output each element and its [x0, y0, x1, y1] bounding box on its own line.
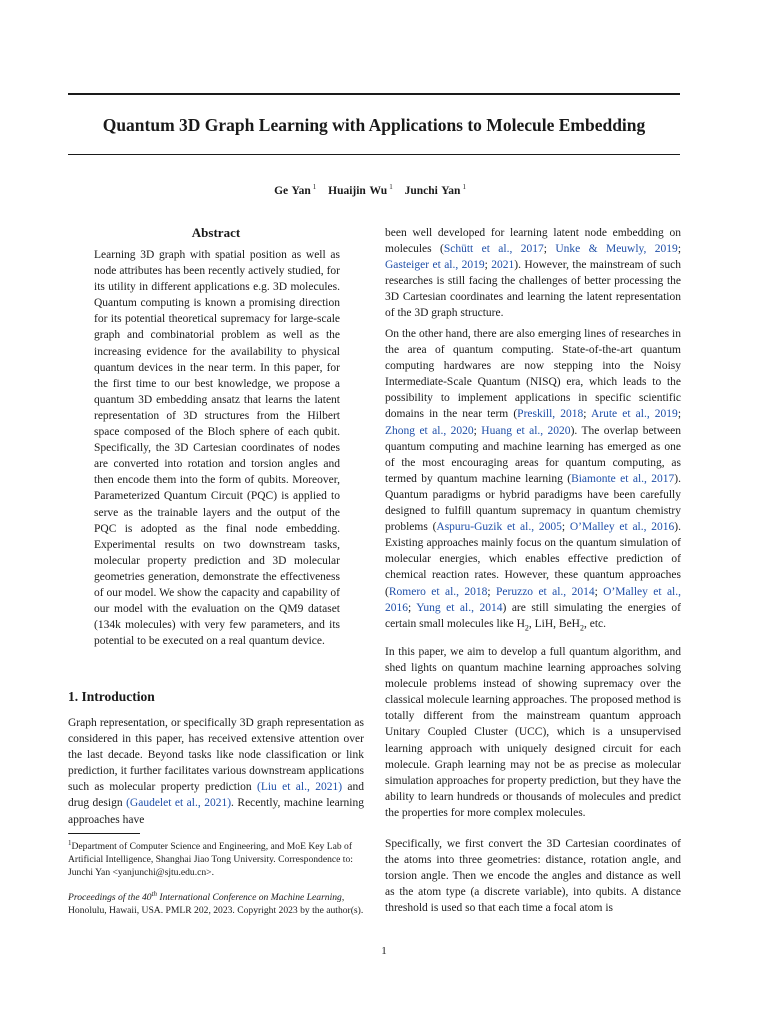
paper-title: Quantum 3D Graph Learning with Applications to Molecule Embedding	[102, 115, 646, 135]
text-run: ;	[583, 408, 591, 421]
text-run: ;	[408, 601, 417, 614]
text-run: ;	[484, 259, 492, 272]
text-run: ;	[677, 243, 682, 256]
author-affiliation-mark: 1	[389, 183, 393, 191]
subscript: 2	[579, 622, 584, 632]
footnote-affiliation	[68, 837, 364, 880]
text-run: ). The overlap between quantum computing and machine learning has emerged as one of the most encouraging areas for quantum computing, as termed by quantum machine learning (	[385, 424, 682, 485]
right-paragraph-3: In this paper, we aim to develop a full quantum algorithm, and shed lights on quantum machine learning approaches solving molecule problems instead of showing supremacy over the classical molecule learning approaches. The proposed method is totally different from the mainstream quantum approach Unitary Coupled Cluster (UCC), which is a unsupervised learning approach with uniquely designed circuit for each molecule. Graph learning may not be as precise as molecular simulation approaches for property prediction, but they have the ability to learn hundreds or thousands of molecules and predict the properties for more complex molecules.	[385, 646, 681, 819]
title-bottom-rule	[68, 154, 680, 155]
citation-link[interactable]: Arute et al., 2019	[590, 408, 678, 421]
intro-paragraph	[68, 715, 364, 828]
citation-link[interactable]: Romero et al., 2018	[388, 585, 488, 598]
citation-link[interactable]: Biamonte et al., 2017	[571, 472, 675, 485]
text-run: On the other hand, there are also emerging lines of researches in the area of quantum computing. State-of-the-art quantum computing hardwares are now stepping into the Noisy Intermediate-Scale Quantum (NISQ) era, which leads to the possibility to implement applications in specific scientific domains in the near term (	[385, 328, 681, 421]
author-affiliation-mark: 1	[312, 183, 317, 191]
footnote-mark: 1	[68, 839, 72, 847]
proceedings-prefix: Proceedings of the	[68, 892, 142, 904]
author-name: Junchi Yan	[404, 184, 461, 197]
proceedings-conference: International Conference on Machine Learning	[157, 892, 342, 904]
author-name: Huaijin Wu	[328, 184, 388, 197]
subscript: 2	[524, 622, 529, 632]
text-run: ) are still simulating the energies of certain small molecules like H	[385, 601, 681, 630]
text-run: ;	[594, 585, 604, 598]
footnote-affiliation-text: Department of Computer Science and Engineering, and MoE Key Lab of Artificial Intelligence, Shanghai Jiao Tong University. Correspondence to: Junchi Yan <yanjunchi@sjtu.edu.cn>.	[68, 841, 353, 878]
citation-link[interactable]: Huang et al., 2020	[481, 424, 571, 437]
text-run: and drug design	[68, 781, 365, 810]
text-run: , LiH, BeH	[528, 617, 580, 630]
proceedings-ordinal: th	[151, 889, 158, 898]
author-affiliation-mark: 1	[462, 183, 466, 191]
citation-link[interactable]: Yung et al., 2014	[416, 601, 503, 614]
text-run: . Recently, machine learning approaches have	[68, 797, 365, 826]
section-heading-introduction: 1. Introduction	[68, 689, 155, 704]
citation-link[interactable]: Peruzzo et al., 2014	[496, 585, 595, 598]
citation-link[interactable]: O’Malley et al., 2016	[385, 585, 682, 614]
text-run: ;	[677, 408, 682, 421]
page-number: 1	[381, 945, 387, 957]
text-run: ). Existing approaches mainly focus on the quantum simulation of molecular energies, which enables effective prediction of chemical reaction rates. However, these quantum approaches (	[385, 521, 681, 598]
abstract-body: Learning 3D graph with spatial position as well as node attributes has been recently actively studied, for its utility in different applications e.g. 3D molecules. Quantum computing is known a promising direction for its potential theoretical supremacy for large-scale graph and combinatorial problem as well as the increasing evidence for the availability to physical quantum devices in the near term. In this paper, for the first time to our best knowledge, we propose a quantum 3D embedding ansatz that learns the latent representation of 3D structures from the Hilbert space composed of the Bloch sphere of each qubit. Specifically, the 3D Cartesian coordinates of nodes are converted into rotation and torsion angles and then encode them into the form of qubits. Moreover, Parameterized Quantum Circuit (PQC) is applied to serve as the trainable layers and the output of the PQC is adopted as the final node embedding. Experimental results on two downstream tasks, molecular property prediction and 3D molecular geometries generation, demonstrate the effectiveness of our model. We show the capacity and capability of our model with the evaluation on the QM9 dataset (134k molecules) with very few parameters, and its potential to be executed on a real quantum device.	[94, 249, 340, 648]
footnote-proceedings	[68, 888, 364, 918]
text-run: ;	[487, 585, 497, 598]
footnote-block	[68, 837, 364, 918]
author-name: Ge Yan	[274, 184, 311, 197]
citation-link[interactable]: Gasteiger et al., 2019	[385, 259, 485, 272]
text-run: ;	[561, 521, 570, 534]
text-run: been well developed for learning latent node embedding on molecules (	[385, 227, 681, 256]
citation-link[interactable]: Preskill, 2018	[517, 408, 584, 421]
proceedings-location: , Honolulu, Hawaii, USA. PMLR 202, 2023. Copyright 2023 by the author(s).	[68, 892, 364, 916]
text-run: ;	[543, 243, 556, 256]
footnote-rule	[68, 833, 140, 834]
text-run: , etc.	[583, 617, 607, 630]
author-list	[68, 183, 680, 197]
title-top-rule	[68, 93, 680, 95]
citation-link[interactable]: (Liu et al., 2021)	[257, 781, 343, 794]
citation-link[interactable]: 2021	[491, 259, 515, 272]
citation-link[interactable]: (Gaudelet et al., 2021)	[126, 797, 232, 810]
citation-link[interactable]: O’Malley et al., 2016	[569, 521, 675, 534]
text-run: Graph representation, or specifically 3D graph representation as considered in this paper, has received extensive attention over the last decade. Beyond tasks like node classification or link prediction, it further facilitates various downstream applications such as molecular property prediction	[68, 717, 364, 794]
citation-link[interactable]: Zhong et al., 2020	[385, 424, 474, 437]
abstract-heading: Abstract	[191, 225, 241, 240]
text-run: ;	[473, 424, 482, 437]
right-paragraph-4: Specifically, we first convert the 3D Cartesian coordinates of the atoms into three geometries: distance, rotation angle, and torsion angle. Then we encode the angles and distance as well as the atom type (a discrete variable), into qubits. A distance threshold is used so that each time a focal atom is	[385, 838, 681, 915]
right-paragraph-1	[385, 225, 681, 322]
citation-link[interactable]: Unke & Meuwly, 2019	[555, 243, 678, 256]
text-run: ). Quantum paradigms or hybrid paradigms have been carefully designed to fulfill quantum supremacy in quantum chemistry problems (	[385, 472, 681, 534]
right-paragraph-2	[385, 326, 681, 636]
proceedings-number: 40	[141, 892, 152, 904]
text-run: ). However, the mainstream of such researches is still facing the challenges of better processing the 3D Cartesian coordinates and learning the latent representation of the 3D graph structure.	[385, 259, 682, 320]
citation-link[interactable]: Schütt et al., 2017	[443, 243, 544, 256]
citation-link[interactable]: Aspuru-Guzik et al., 2005	[436, 521, 562, 534]
